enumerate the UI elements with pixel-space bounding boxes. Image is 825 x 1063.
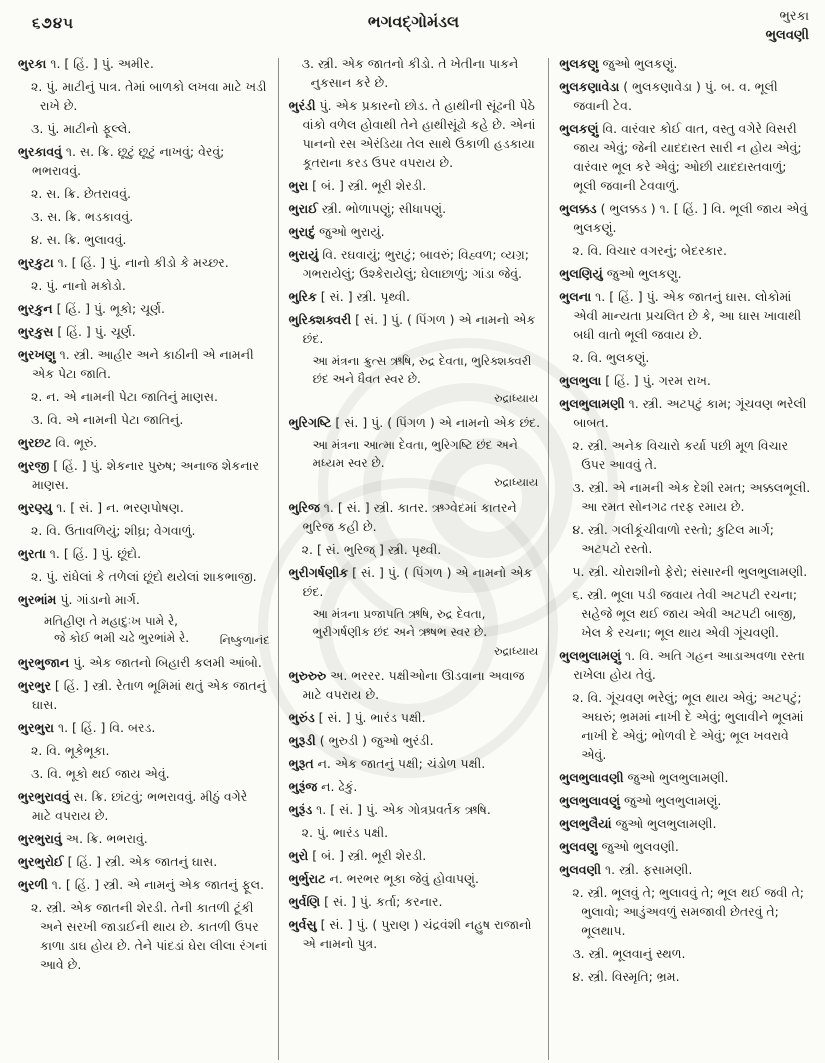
page-header [8, 8, 819, 50]
dictionary-entry: ભુરકુસ [ હિં. ] પું. ચૂર્ણ. [18, 324, 136, 339]
entry-headword: ભુરભુરાવવું [18, 789, 70, 805]
sense-line: ૨. વિ. વિચાર વગરનું; બેદરકાર. [572, 243, 727, 258]
dictionary-entry: ભુરભુરાવવું સ. ક્રિ. છાંટવું; ભભરાવવું. મીઠું વગેરે માટે વપરાય છે. [18, 789, 248, 824]
dictionary-entry: ભુરંડી પું. એક પ્રકારનો છોડ. તે હાથીની સૂંઢની પેઠે વાંકો વળેલ હોવાથી તેને હાથીસૂંઢો કહે છે. એનાં પાનનો રસ એરંડિયા તેલ સાથે ઉકાળી હડકાયા કૂતરાના કરડ ઉપર વપરાય છે. [288, 98, 536, 170]
entry-headword: ભુરંડી [288, 98, 316, 113]
entry-headword: ભુલવણુ [559, 839, 598, 854]
entry-headword: ભુલકણાવેડા [559, 79, 620, 94]
entry-headword: ભુરકા [18, 56, 47, 71]
entry-headword: ભુરકુન [18, 301, 53, 316]
sense-line: ૨. પું. નાનો મકોડો. [31, 278, 126, 293]
dictionary-entry: ભુરાઈ સ્ત્રી. ભોળાપણું; સીધાપણું. [288, 201, 447, 216]
entry-headword: ભુરિક [288, 289, 317, 304]
entry-headword: ભુર્વણિ [288, 894, 321, 910]
entry-headword: ભુરતા [18, 546, 46, 561]
entry-headword: ભુરખણુ [18, 347, 56, 362]
entry-headword: ભુરાયું [288, 247, 319, 262]
entry-headword: ભુરાદું [288, 224, 316, 239]
dictionary-entry: ભુર્ભુરાટ ન. ભરભર ભૂકા જેવું હોવાપણું. [288, 871, 479, 887]
dictionary-entry: ભુરછટ વિ. ભૂરું. [18, 435, 98, 450]
entry-headword: ભુલકણું [559, 121, 599, 136]
entry-headword: ભુરભુરોઈ [18, 854, 64, 870]
dictionary-entry: ભુલકણાવેડા ( ભુલકણાવેડા ) પું. બ. વ. ભૂલી જવાની ટેવ. [559, 79, 778, 113]
sense-line: ૨. ન. એ નામની પેટા જાતિનું માણસ. [31, 389, 218, 404]
entry-headword: ભુલણિયું [559, 266, 603, 281]
dictionary-entry: ભુરકુટા ૧. [ હિં. ] પું. નાનો કીડો કે મચ્છર. [18, 255, 229, 270]
entry-headword: ભુરકાવવું [18, 144, 62, 159]
dictionary-entry: ભુલભુલૈયાં જુઓ ભુલભુલામણી. [559, 816, 717, 831]
dictionary-entry: ભુલણિયું જુઓ ભુલકણુ. [559, 266, 682, 281]
dictionary-entry: ભુરકા ૧. [ હિં. ] પું. અમીર. [18, 56, 154, 71]
dictionary-entry: ભુરૂંજ ન. ઢેકું. [288, 779, 358, 795]
entry-headword: ભુરૂંજ [288, 779, 318, 795]
sense-line: ૨. પું. માટીનું પાત્ર. તેમાં બાળકો લખવા માટે ખડી રાખે છે. [31, 79, 267, 113]
entry-headword: ભુરા [288, 178, 309, 193]
dictionary-entry: ભુલવણી ૧. સ્ત્રી. ફસામણી. [559, 862, 693, 877]
entry-headword: ભુરિગષ્ટિ [288, 415, 332, 431]
entry-headword: ભુરીગર્ષણીક [288, 564, 349, 580]
dictionary-entry: ભુરો [ બં. ] સ્ત્રી. ભૂરી શેરડી. [288, 848, 427, 864]
guide-words [766, 8, 809, 46]
entry-headword: ભુર્વસુ [288, 917, 317, 933]
dictionary-entry: ભુરુંડ [ સં. ] પું. ભારંડ પક્ષી. [288, 710, 426, 726]
dictionary-entry: ભુલભુલામણી ૧. સ્ત્રી. અટપટું કામ; ગૂંચવણ ભરેલી બાબત. [559, 396, 807, 430]
dictionary-entry: ભુરભુરા ૧. [ હિં. ] વિ. બરડ. [18, 720, 156, 736]
sense-line: ૨. વિ. ભૂકેભૂકા. [31, 743, 110, 759]
column-left [8, 52, 278, 1060]
entry-headword: ભુર્ભુરાટ [288, 871, 326, 887]
entry-note: આ મંત્રના પ્રજાપતિ ઋષિ, રુદ્ર દેવતા, ભુરીગર્ષણીક છંદ અને ઋષભ સ્વર છે. [312, 606, 488, 639]
dictionary-entry: ભુરણ્યુ ૧. [ સં. ] ન. ભરણપોષણ. [18, 500, 184, 515]
dictionary-entry: ભુર્વણિ [ સં. ] પું. કર્તા; કરનાર. [288, 894, 443, 910]
verse-attribution: નિષ્કુળાનંદ [219, 632, 270, 647]
sense-line: ૩. પું. માટીનો ફૂલ્લે. [31, 121, 132, 136]
entry-headword: ભુરુંડ [288, 710, 315, 726]
entry-headword: ભુરભુજાન [18, 655, 70, 671]
note-attribution: રુદ્રાધ્યાય [494, 391, 539, 405]
dictionary-entry: ભુલના ૧. [ હિં. ] પું. એક જાતનું ઘાસ. લોકોમાં એવી માન્યતા પ્રચલિત છે કે, આ ઘાસ ખાવાથી બધી વાતો ભૂલી જવાય છે. [559, 289, 802, 342]
entry-headword: ભુરિક્શક્વરી [288, 312, 352, 327]
sense-line: ૩. સ્ત્રી. એક જાતનો કીડો. તે ખેતીના પાકને નુકસાન કરે છે. [301, 56, 519, 90]
dictionary-entry: ભુરુરુરુ અ. ભરરર. પક્ષીઓના ઊડવાના અવાજ માટે વપરાય છે. [288, 668, 525, 703]
entry-note: આ મંત્રના આત્મા દેવતા, ભુરિગષ્ટિ છંદ અને મધ્યમ સ્વર છે. [312, 438, 518, 471]
dictionary-entry: ભુલવણુ જુઓ ભુલવણી. [559, 839, 679, 854]
dictionary-entry: ભુરકાવવું ૧. સ. ક્રિ. છૂટું છૂટું નાખવું; વેરવું; ભભરાવવું. [18, 144, 225, 178]
entry-headword: ભુરજી [18, 458, 50, 473]
column-right [549, 52, 819, 1060]
entry-headword: ભુલક્કડ [559, 201, 597, 216]
dictionary-entry: ભુરજી [ હિં. ] પું. શેકનાર પુરુષ; અનાજ શેકનાર માણસ. [18, 458, 260, 492]
dictionary-entry: ભુરતા ૧. [ હિં. ] પું. છૂંદો. [18, 546, 142, 561]
dictionary-entry: ભુરભુરોઈ [ હિં. ] સ્ત્રી. એક જાતનું ઘાસ. [18, 854, 218, 870]
entry-headword: ભુરૂંડ [288, 802, 313, 818]
entry-headword: ભુલભુલાવણું [559, 793, 620, 808]
sense-line: ૩. વિ. ભૂકો થઈ જાય એવું. [31, 766, 170, 782]
dictionary-entry: ભુરખણુ ૧. સ્ત્રી. આહીર અને કાઠીની એ નામની એક પેટા જાતિ. [18, 347, 254, 381]
entry-headword: ભુરકુસ [18, 324, 54, 339]
dictionary-entry: ભુરીગર્ષણીક [ સં. ] પું. ( પિંગળ ) એ નામનો એક છંદ. [288, 564, 533, 599]
entry-headword: ભુલકણુ [559, 56, 599, 71]
dictionary-entry: ભુર્વસુ [ સં. ] પું. ( પુરાણ ) ચંદ્રવંશી નહુષ રાજાનો એ નામનો પુત્ર. [288, 917, 532, 952]
sense-line: ૨. સ. ક્રિ. છેતરાવવું. [31, 186, 131, 201]
verse-line: મતિહીણ તે મહાદુઃખ પામે રે, [44, 614, 178, 628]
entry-headword: ભુરછટ [18, 435, 52, 450]
sense-line: ૨. [ સં. ભુરિજ્ ] સ્ત્રી. પૃથ્વી. [301, 541, 442, 557]
dictionary-entry: ભુરા [ બં. ] સ્ત્રી. ભૂરી શેરડી. [288, 178, 427, 193]
column-middle [279, 52, 549, 1060]
guide-word-last: ભુલવણી [765, 27, 809, 43]
entry-headword: ભુલભુલામણી [559, 396, 625, 411]
dictionary-entry: ભુરિક્શક્વરી [ સં. ] પું. ( પિંગળ ) એ નામનો એક છંદ. [288, 312, 536, 346]
dictionary-entry: ભુરભુર [ હિં. ] સ્ત્રી. રેતાળ ભૂમિમાં થતું એક જાતનું ઘાસ. [18, 678, 267, 713]
entry-headword: ભુરુરુરુ [288, 668, 327, 684]
entry-headword: ભુરભુર [18, 678, 51, 694]
sense-line: ૩. સ્ત્રી. ભૂલવાનું સ્થળ. [572, 946, 686, 961]
dictionary-entry: ભુરૂડી ( ભુરુડી ) જુઓ ભુરંડી. [288, 733, 434, 749]
entry-headword: ભુરળી [18, 877, 48, 893]
sense-line: ૨. પું. રાંધેલાં કે તળેલાં છૂંદો થયેલાં શાકભાજી. [31, 569, 257, 584]
dictionary-entry: ભુરાદું જુઓ ભુરાયું. [288, 224, 385, 239]
dictionary-entry: ભુરભુરાવું અ. ક્રિ. ભભરાવું. [18, 831, 148, 847]
entry-headword: ભુરો [288, 848, 309, 864]
entry-note: આ મંત્રના ક્રુત્સ ઋષિ, રુદ્ર દેવતા, ભુરિક્શક્વરી છંદ અને ધૈવત સ્વર છે. [312, 354, 532, 386]
sense-line: ૨. વિ. ઉતાવળિયું; શીઘ્ર; વેગવાળું. [31, 523, 196, 538]
dictionary-entry: ભુરકુન [ હિં. ] પું. ભૂકો; ચૂર્ણ. [18, 301, 166, 316]
entry-headword: ભુરભાંમ [18, 592, 57, 607]
note-attribution: રુદ્રાધ્યાય [494, 643, 539, 658]
sense-line: ૩. સ. ક્રિ. ભડકાવવું. [31, 209, 134, 224]
entry-headword: ભુલવણી [559, 862, 602, 877]
sense-line: ૩. સ્ત્રી. એ નામની એક દેશી રમત; અક્કલભૂલી. આ રમત સોનગઢ તરફ રમાય છે. [572, 480, 811, 514]
entry-headword: ભુલભુલાવણી [559, 770, 624, 785]
sense-line: ૨. સ્ત્રી. અનેક વિચારો કર્યા પછી મૂળ વિચાર ઉપર આવવું તે. [572, 438, 789, 472]
dictionary-columns [8, 52, 819, 1060]
sense-line: ૨. વિ. ગૂંચવણ ભરેલું; ભૂલ થાય એવું; અટપટું; અઘરું; ભ્રમમાં નાખી દે એવું; ભુલાવીને ભૂલમાં નાખી દે એવું; ભોળવી દે એવું; ભૂલ ખવરાવે એવું. [572, 690, 804, 762]
sense-line: ૩. વિ. એ નામની પેટા જાતિનું. [31, 412, 184, 427]
dictionary-entry: ભુરભુજાન પું. એક જાતનો બિહારી કલમી આંબો. [18, 655, 262, 671]
dictionary-entry: ભુલભુલાવણી જુઓ ભુલભુલામણી. [559, 770, 729, 785]
entry-headword: ભુલભુલૈયાં [559, 816, 612, 831]
dictionary-entry: ભુલભુલા [ હિં. ] પું. ગરમ રાખ. [559, 373, 711, 388]
dictionary-entry: ભુલભુલામણું ૧. વિ. અતિ ગહન આડાઅવળા રસ્તા રાખેલા હોય તેવું. [559, 648, 805, 682]
dictionary-entry: ભુલક્કડ ( ભુલક્કડ ) ૧. [ હિં. ] વિ. ભૂલી જાય એવું ભુલકણું. [559, 201, 808, 235]
entry-headword: ભુરૂત [288, 756, 314, 772]
sense-line: ૪. સ્ત્રી. ગલીકૂંચીવાળો રસ્તો; કુટિલ માર્ગ; અટપટો રસ્તો. [572, 522, 774, 556]
sense-line: ૬. સ્ત્રી. ભૂલા પડી જવાય તેવી અટપટી રચના; સહેજે ભૂલ થઈ જાય એવી અટપટી બાજી, ખેલ કે રચના; ભૂલ થાય એવી ગૂંચવણી. [572, 587, 798, 640]
entry-headword: ભુરૂડી [288, 733, 316, 749]
sense-line: ૪. સ. ક્રિ. ભુલાવવું. [31, 232, 127, 247]
entry-headword: ભુરિજ [288, 499, 320, 515]
dictionary-entry: ભુરૂત ન. એક જાતનું પક્ષી; ચંડોળ પક્ષી. [288, 756, 486, 772]
verse-quotation [44, 613, 270, 648]
dictionary-entry: ભુરિગષ્ટિ [ સં. ] પું. ( પિંગળ ) એ નામનો એક છંદ. [288, 415, 541, 431]
entry-headword: ભુરકુટા [18, 255, 54, 270]
entry-headword: ભુલભુલા [559, 373, 602, 388]
page-number: ૬૭૪૫ [32, 14, 74, 32]
dictionary-entry: ભુરિક [ સં. ] સ્ત્રી. પૃથ્વી. [288, 289, 410, 304]
verse-line: જે કોઈ ભમી ચઢે ભુરભાંમે રે. [54, 631, 190, 646]
entry-headword: ભુરણ્યુ [18, 500, 53, 515]
dictionary-entry: ભુરિજ ૧. [ સં. ] સ્ત્રી. કાતર. ઋગ્વેદમાં કાતરને ભુરિજ કહી છે. [288, 499, 517, 534]
entry-headword: ભુલભુલામણું [559, 648, 622, 663]
guide-word-first: ભુરકા [779, 9, 809, 24]
dictionary-entry: ભુલકણું વિ. વારંવાર કોઈ વાત, વસ્તુ વગેરે વિસરી જાય એવું; જેની યાદદાસ્ત સારી ન હોય એવું; વારંવાર ભૂલ કરે એવું; ઓછી યાદદાસ્તવાળું; ભૂલી જવાની ટેવવાળું. [559, 121, 802, 193]
entry-headword: ભુલના [559, 289, 592, 304]
sense-line: ૫. સ્ત્રી. ચોરાશીનો ફેરો; સંસારની ભુલભુલામણી. [572, 564, 808, 579]
dictionary-entry: ભુલભુલાવણું જુઓ ભુલભુલામણું. [559, 793, 722, 808]
dictionary-entry: ભુલકણુ જુઓ ભુલકણું. [559, 56, 678, 71]
entry-headword: ભુરભુરા [18, 720, 54, 736]
sense-line: ૨. સ્ત્રી. એક જાતની શેરડી. તેની કાતળી ટૂંકી અને સરખી જાડાઈની થાય છે. કાતળી ઉપર કાળા ડાઘ હોય છે. તેને પાંદડાં ઘેરા લીલા રંગનાં આવે છે. [31, 900, 268, 973]
dictionary-entry: ભુરૂંડ ૧. [ સં. ] પું. એક ગોત્રપ્રવર્તક ઋષિ. [288, 802, 491, 818]
sense-line: ૨. સ્ત્રી. ભૂલવું તે; ભુલાવવું તે; ભૂલ થઈ જવી તે; ભુલાવો; આડુંઅવળું સમજાવી છેતરવું તે; ભૂલથાપ. [572, 885, 804, 938]
entry-headword: ભુરભુરાવું [18, 831, 62, 847]
dictionary-entry: ભુરાયું વિ. રઘવાયું; ભુરાટું; બાવરું; વિહ્વળ; વ્યગ્ર; ગભરાયેલું; ઉશ્કેરાયેલું; ઘેલાછાળું; ગાંડા જેવું. [288, 247, 529, 281]
sense-line: ૪. સ્ત્રી. વિસ્મૃતિ; ભ્રમ. [572, 969, 680, 984]
sense-line: ૨. વિ. ભુલકણું. [572, 350, 650, 365]
dictionary-entry: ભુરભાંમ પું. ગાંડાનો માર્ગ. [18, 592, 140, 607]
dictionary-entry: ભુરળી ૧. [ હિં. ] સ્ત્રી. એ નામનું એક જાતનું ફૂલ. [18, 877, 265, 893]
note-attribution: રુદ્રાધ્યાય [494, 475, 539, 490]
book-title: ભગવદ્ગોમંડલ [367, 12, 460, 31]
sense-line: ૨. પું. ભારંડ પક્ષી. [301, 825, 389, 841]
entry-headword: ભુરાઈ [288, 201, 318, 216]
